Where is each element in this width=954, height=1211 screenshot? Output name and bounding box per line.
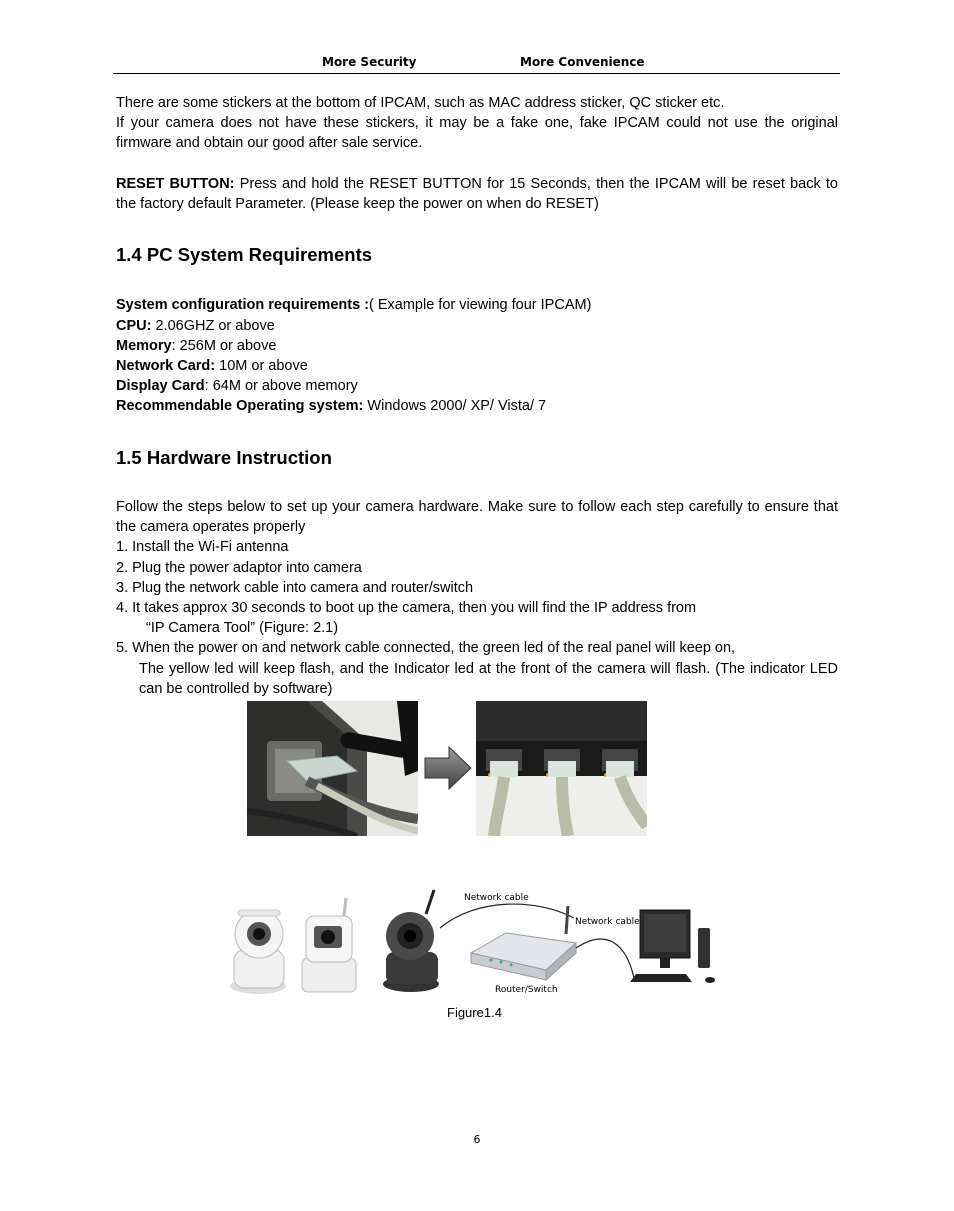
camera-port-photo	[247, 701, 418, 836]
config-text: ( Example for viewing four IPCAM)	[369, 297, 592, 313]
network-diagram	[226, 888, 726, 998]
display-label: Display Card	[116, 378, 205, 394]
ipcam-white-box-icon	[302, 898, 356, 992]
display-value: : 64M or above memory	[204, 378, 358, 394]
cable-label-2: Network cable	[575, 917, 640, 927]
memory-label: Memory	[116, 338, 172, 354]
section-14-heading: 1.4 PC System Requirements	[116, 244, 373, 265]
reset-text-a: Press and hold the RESET BUTTON for 15 Seconds, then the IPCAM will be reset back to	[234, 176, 838, 192]
router-icon	[471, 906, 576, 980]
arrow-right-icon	[423, 745, 473, 791]
cpu-line	[116, 316, 838, 336]
reset-label: RESET BUTTON:	[116, 176, 235, 192]
step-4a: 4. It takes approx 30 seconds to boot up the camera, then you will find the IP address from	[116, 600, 697, 616]
ipcam-black-pan-icon	[383, 890, 439, 992]
display-line	[116, 376, 838, 396]
step-2: 2. Plug the power adaptor into camera	[116, 560, 362, 576]
cpu-label: CPU:	[116, 318, 152, 334]
hw-intro-a: Follow the steps below to set up your camera hardware. Make sure to follow each step carefully to ensure that	[116, 499, 838, 515]
cable-label-1: Network cable	[464, 893, 529, 903]
os-value: Windows 2000/ XP/ Vista/ 7	[363, 398, 547, 414]
cpu-value: 2.06GHZ or above	[151, 318, 275, 334]
os-label: Recommendable Operating system:	[116, 398, 364, 414]
router-ports-photo-art	[476, 701, 647, 836]
page-number: 6	[473, 1133, 481, 1146]
reset-text-b: the factory default Parameter. (Please keep the power on when do RESET)	[116, 196, 599, 212]
step-3: 3. Plug the network cable into camera and router/switch	[116, 580, 474, 596]
section-15-heading: 1.5 Hardware Instruction	[116, 447, 332, 468]
step-5a: 5. When the power on and network cable connected, the green led of the real panel will keep on,	[116, 640, 736, 656]
memory-value: : 256M or above	[171, 338, 277, 354]
camera-port-photo-art	[247, 701, 418, 836]
router-ports-photo	[476, 701, 647, 836]
network-value: 10M or above	[215, 358, 308, 374]
network-line	[116, 356, 838, 376]
header-right: More Convenience	[520, 55, 645, 69]
os-line	[116, 396, 838, 416]
config-label: System configuration requirements :	[116, 297, 369, 313]
memory-line	[116, 336, 838, 356]
reset-paragraph-a	[116, 174, 838, 194]
network-diagram-art	[226, 888, 726, 998]
figure-caption: Figure1.4	[447, 1005, 502, 1020]
network-label: Network Card:	[116, 358, 216, 374]
computer-icon	[630, 910, 715, 983]
hw-intro-b: the camera operates properly	[116, 519, 306, 535]
step-4b: “IP Camera Tool” (Figure: 2.1)	[146, 620, 339, 636]
config-line	[116, 295, 838, 315]
step-5b: The yellow led will keep flash, and the Indicator led at the front of the camera will flash. (The indicator LED	[139, 661, 838, 677]
router-label: Router/Switch	[495, 985, 558, 995]
step-1: 1. Install the Wi-Fi antenna	[116, 539, 289, 555]
ipcam-white-pan-icon	[230, 910, 286, 994]
cable-camera-router	[440, 904, 574, 928]
header-rule	[113, 73, 840, 74]
intro-line-2a: If your camera does not have these stickers, it may be a fake one, fake IPCAM could not use the original	[116, 115, 838, 131]
step-5c: can be controlled by software)	[139, 681, 333, 697]
header-left: More Security	[322, 55, 417, 69]
cable-router-pc	[576, 939, 634, 978]
intro-line-1: There are some stickers at the bottom of IPCAM, such as MAC address sticker, QC sticker etc.	[116, 95, 725, 111]
intro-line-2b: firmware and obtain our good after sale service.	[116, 135, 423, 151]
